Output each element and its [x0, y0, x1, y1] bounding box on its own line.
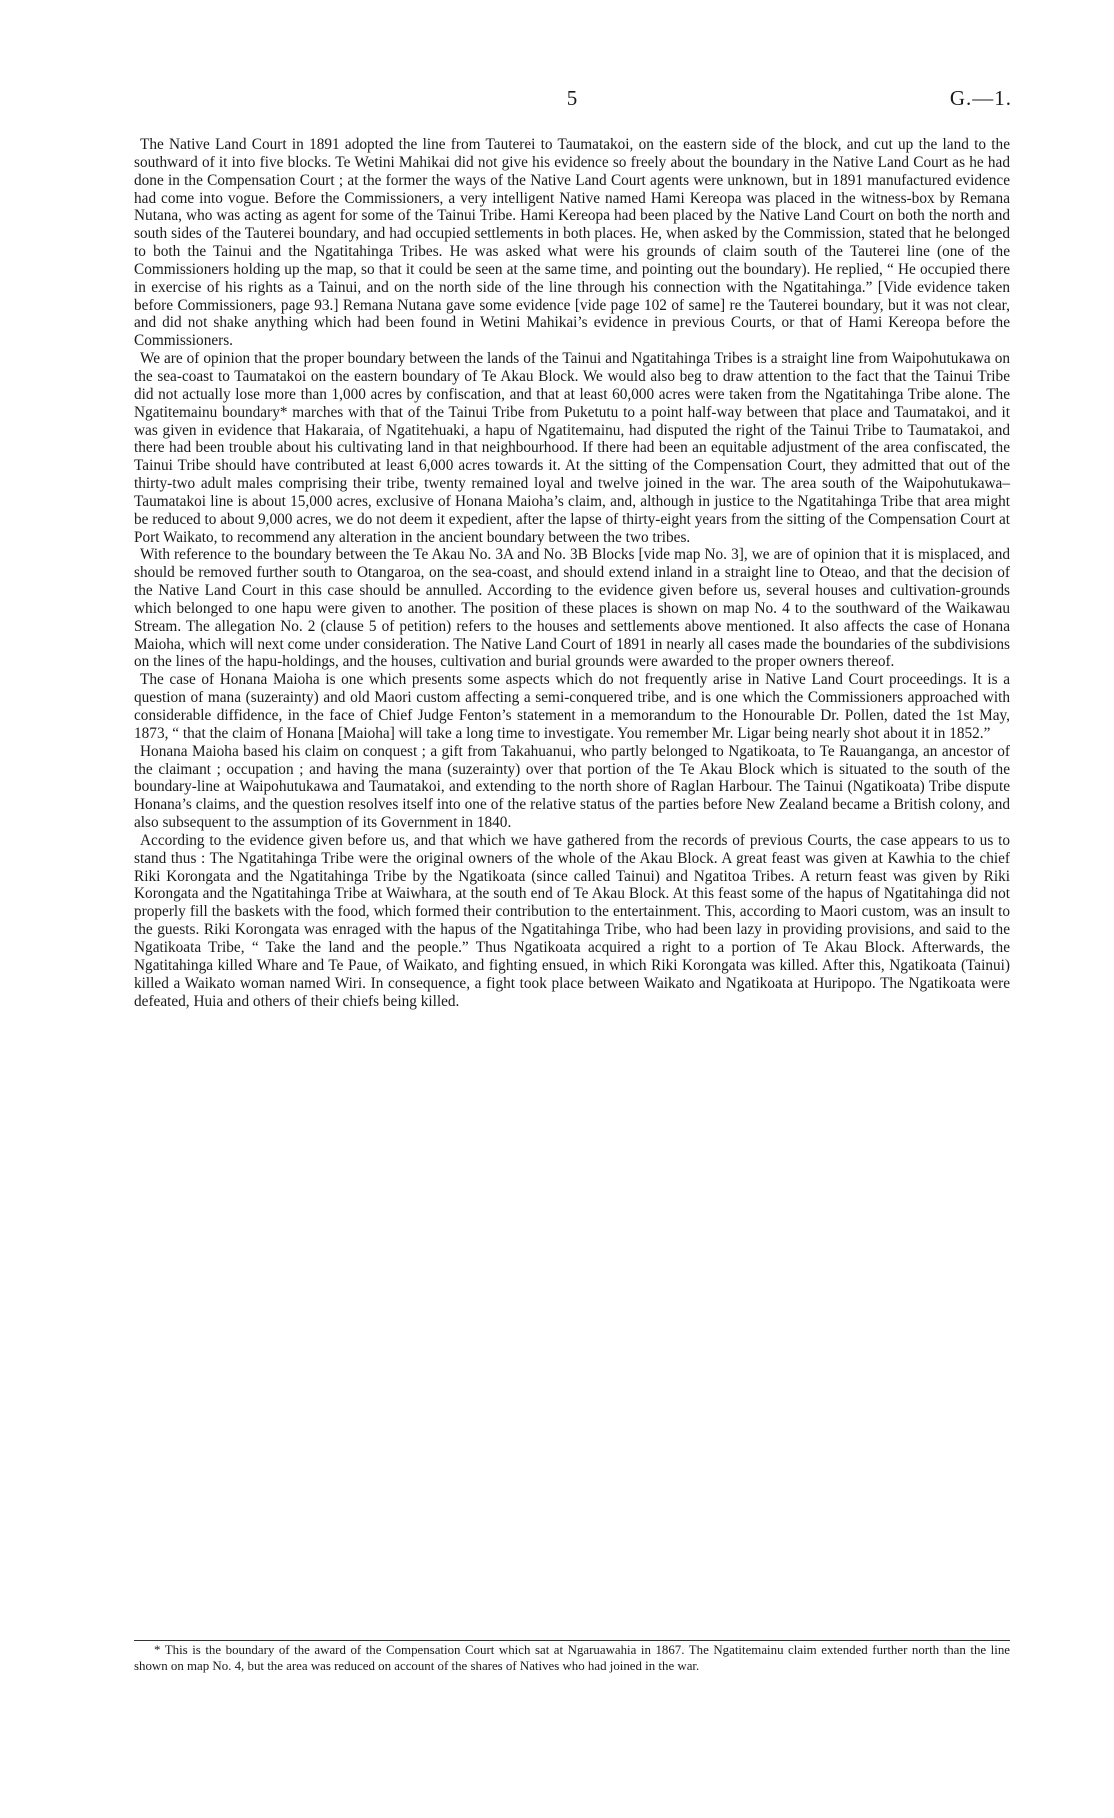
footnote — [134, 1643, 1010, 1674]
footnote-text: * This is the boundary of the award of the Compensation Court which sat at Ngaruawahia in 1867. The Ngatitemainu claim extended further north than the line shown on map No. 4, but the area was reduced on account of the shares of Natives who had joined in the war. — [134, 1643, 1010, 1673]
paragraph: Honana Maioha based his claim on conquest ; a gift from Takahuanui, who partly belonged to Ngatikoata, to Te Rauanganga, an ancestor of the claimant ; occupation ; and having the mana (suzerainty) over that portion of the Te Akau Block which is situated to the south of the boundary-line at Waipohutukawa and Taumatakoi, and extending to the north shore of Raglan Harbour. The Tainui (Ngatikoata) Tribe dispute Honana’s claims, and the question resolves itself into one of the relative status of the parties before New Zealand became a British colony, and also subsequent to the assumption of its Government in 1840. — [134, 742, 1010, 832]
paragraph: The Native Land Court in 1891 adopted the line from Tauterei to Taumatakoi, on the eastern side of the block, and cut up the land to the southward of it into five blocks. Te Wetini Mahikai did not give his evidence so freely about the boundary in the Native Land Court as he had done in the Compensation Court ; at the former the ways of the Native Land Court agents were unknown, but in 1891 manufactured evidence had come into vogue. Before the Commissioners, a very intelligent Native named Hami Kereopa was placed in the witness-box by Remana Nutana, who was acting as agent for some of the Tainui Tribe. Hami Kereopa had been placed by the Native Land Court on both the north and south sides of the Tauterei boundary, and had occupied settlements in both places. He, when asked by the Commission, stated that he belonged to both the Tainui and the Ngatitahinga Tribes. He was asked what were his grounds of claim south of the Tauterei line (one of the Commissioners holding up the map, so that it could be seen at the same time, and pointing out the boundary). He replied, “ He occupied there in exercise of his rights as a Tainui, and on the north side of the line through his connection with the Ngatitahinga.” [Vide evidence taken before Commissioners, page 93.] Remana Nutana gave some evidence [vide page 102 of same] re the Tauterei boundary, but it was not clear, and did not shake anything which had been found in Wetini Mahikai’s evidence in previous Courts, or that of Hami Kereopa before the Commissioners. — [134, 136, 1010, 350]
page-header — [132, 86, 1012, 114]
page-number: 5 — [566, 86, 578, 110]
paragraph: We are of opinion that the proper boundary between the lands of the Tainui and Ngatitahinga Tribes is a straight line from Waipohutukawa on the sea-coast to Taumatakoi on the eastern boundary of Te Akau Block. We would also beg to draw attention to the fact that the Tainui Tribe did not actually lose more than 1,000 acres by confiscation, and that at least 60,000 acres were taken from the Ngatitahinga Tribe alone. The Ngatitemainu boundary* marches with that of the Tainui Tribe from Puketutu to a point half-way between that place and Taumatakoi, and it was given in evidence that Hakaraia, of Ngatitehuaki, a hapu of Ngatitemainu, had disputed the right of the Tainui Tribe to Taumatakoi, and there had been trouble about his cultivating land in that neighbourhood. If there had been an equitable adjustment of the area confiscated, the Tainui Tribe should have contributed at least 6,000 acres towards it. At the sitting of the Compensation Court, they admitted that out of the thirty-two adult males comprising their tribe, twenty remained loyal and twelve joined in the war. The area south of the Waipohutukawa–Taumatakoi line is about 15,000 acres, exclusive of Honana Maioha’s claim, and, although in justice to the Ngatitahinga Tribe that area might be reduced to about 9,000 acres, we do not deem it expedient, after the lapse of thirty-eight years from the sitting of the Compensation Court at Port Waikato, to recommend any alteration in the ancient boundary between the two tribes. — [134, 350, 1010, 546]
body-text — [134, 136, 1010, 1010]
paragraph: The case of Honana Maioha is one which presents some aspects which do not frequently arise in Native Land Court proceedings. It is a question of mana (suzerainty) and old Maori custom affecting a semi-conquered tribe, and is one which the Commissioners approached with considerable diffidence, in the face of Chief Judge Fenton’s statement in a memorandum to the Honourable Dr. Pollen, dated the 1st May, 1873, “ that the claim of Honana [Maioha] will take a long time to investigate. You remember Mr. Ligar being nearly shot about it in 1852.” — [134, 671, 1010, 742]
document-reference: G.—1. — [949, 86, 1012, 110]
paragraph: With reference to the boundary between the Te Akau No. 3A and No. 3B Blocks [vide map No. 3], we are of opinion that it is misplaced, and should be removed further south to Otangaroa, on the sea-coast, and should extend inland in a straight line to Oteao, and that the decision of the Native Land Court in this case should be annulled. According to the evidence given before us, several houses and cultivation-grounds which belonged to one hapu were given to another. The position of these places is shown on map No. 4 to the southward of the Waikawau Stream. The allegation No. 2 (clause 5 of petition) refers to the houses and settlements above mentioned. It also affects the case of Honana Maioha, which will next come under consideration. The Native Land Court of 1891 in nearly all cases made the boundaries of the subdivisions on the lines of the hapu-holdings, and the houses, cultivation and burial grounds were awarded to the proper owners thereof. — [134, 546, 1010, 671]
paragraph: According to the evidence given before us, and that which we have gathered from the records of previous Courts, the case appears to us to stand thus : The Ngatitahinga Tribe were the original owners of the whole of the Akau Block. A great feast was given at Kawhia to the chief Riki Korongata and the Ngatitahinga Tribe by the Ngatikoata (since called Tainui) and Ngatitoa Tribes. A return feast was given by Riki Korongata and the Ngatitahinga Tribe at Waiwhara, at the south end of Te Akau Block. At this feast some of the hapus of Ngatitahinga did not properly fill the baskets with the food, which formed their contribution to the entertainment. This, according to Maori custom, was an insult to the guests. Riki Korongata was enraged with the hapus of the Ngatitahinga Tribe, who had been lazy in providing provisions, and said to the Ngatikoata Tribe, “ Take the land and the people.” Thus Ngatikoata acquired a right to a portion of Te Akau Block. Afterwards, the Ngatitahinga killed Whare and Te Paue, of Waikato, and fighting ensued, in which Riki Korongata was killed. After this, Ngatikoata (Tainui) killed a Waikato woman named Wiri. In consequence, a fight took place between Waikato and Ngatikoata at Huripopo. The Ngatikoata were defeated, Huia and others of their chiefs being killed. — [134, 831, 1010, 1010]
footnote-divider — [134, 1640, 1010, 1641]
